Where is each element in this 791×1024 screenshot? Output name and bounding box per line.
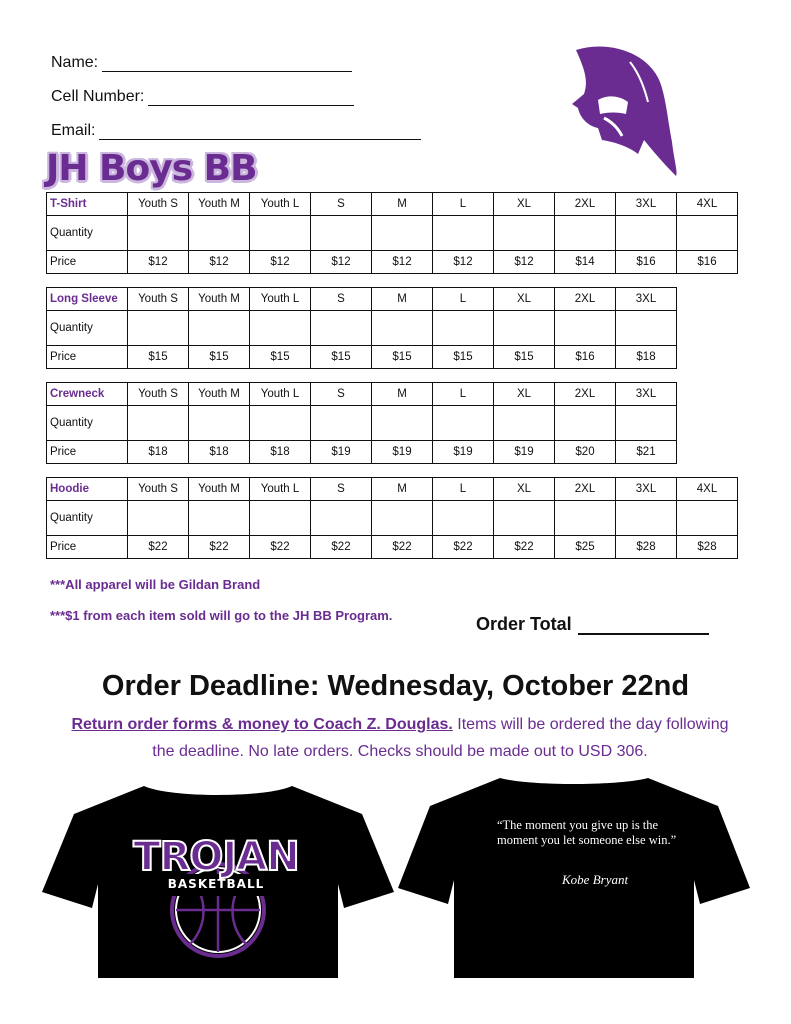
- price-cell: $15: [494, 346, 555, 369]
- price-cell: $22: [372, 536, 433, 559]
- product-name: Crewneck: [47, 383, 128, 406]
- price-cell: $14: [555, 251, 616, 274]
- price-cell: $22: [433, 536, 494, 559]
- price-cell: $28: [616, 536, 677, 559]
- quantity-cell[interactable]: [311, 311, 372, 346]
- shirt-back-signature: Kobe Bryant: [562, 872, 629, 887]
- size-header: 4XL: [677, 478, 738, 501]
- size-header: XL: [494, 383, 555, 406]
- price-cell: $21: [616, 441, 677, 464]
- name-field[interactable]: [51, 54, 352, 72]
- size-header: XL: [494, 288, 555, 311]
- quantity-cell[interactable]: [555, 406, 616, 441]
- quantity-cell[interactable]: [311, 216, 372, 251]
- quantity-cell[interactable]: [189, 216, 250, 251]
- quantity-label: Quantity: [47, 501, 128, 536]
- quantity-cell[interactable]: [128, 216, 189, 251]
- email-field[interactable]: [51, 122, 421, 140]
- page-title: JH Boys BB: [46, 148, 257, 189]
- size-header: 2XL: [555, 288, 616, 311]
- order-deadline: Order Deadline: Wednesday, October 22nd: [101, 670, 690, 702]
- shirt-front-trojan: TROJAN: [133, 834, 299, 880]
- size-header: 3XL: [616, 478, 677, 501]
- size-header: 3XL: [616, 288, 677, 311]
- price-cell: $18: [250, 441, 311, 464]
- quantity-cell[interactable]: [555, 216, 616, 251]
- price-cell: $15: [311, 346, 372, 369]
- size-header: 2XL: [555, 193, 616, 216]
- price-cell: $18: [189, 441, 250, 464]
- price-cell: $25: [555, 536, 616, 559]
- price-cell: $22: [250, 536, 311, 559]
- price-cell: $22: [128, 536, 189, 559]
- price-cell: $15: [128, 346, 189, 369]
- quantity-cell[interactable]: [677, 501, 738, 536]
- size-header: Youth L: [250, 478, 311, 501]
- price-cell: $12: [311, 251, 372, 274]
- size-header: Youth S: [128, 288, 189, 311]
- quantity-cell[interactable]: [311, 501, 372, 536]
- price-cell: $12: [250, 251, 311, 274]
- price-cell: $15: [372, 346, 433, 369]
- price-cell: $12: [189, 251, 250, 274]
- size-header: M: [372, 478, 433, 501]
- size-header: 3XL: [616, 193, 677, 216]
- email-label: Email:: [51, 122, 96, 139]
- quantity-cell[interactable]: [616, 311, 677, 346]
- size-header: L: [433, 478, 494, 501]
- size-header: L: [433, 288, 494, 311]
- price-label: Price: [47, 251, 128, 274]
- price-cell: $19: [433, 441, 494, 464]
- size-header: Youth L: [250, 288, 311, 311]
- price-cell: $15: [189, 346, 250, 369]
- size-header: XL: [494, 193, 555, 216]
- quantity-label: Quantity: [47, 216, 128, 251]
- size-header: Youth M: [189, 478, 250, 501]
- size-header: Youth S: [128, 478, 189, 501]
- quantity-cell[interactable]: [250, 406, 311, 441]
- size-header: Youth S: [128, 193, 189, 216]
- price-cell: $16: [555, 346, 616, 369]
- price-cell: $12: [433, 251, 494, 274]
- size-header: 4XL: [677, 193, 738, 216]
- quantity-cell[interactable]: [677, 216, 738, 251]
- price-cell: $19: [311, 441, 372, 464]
- price-label: Price: [47, 536, 128, 559]
- price-cell: $22: [311, 536, 372, 559]
- size-header: Youth M: [189, 288, 250, 311]
- quantity-cell[interactable]: [616, 216, 677, 251]
- price-cell: $22: [494, 536, 555, 559]
- quantity-cell[interactable]: [433, 216, 494, 251]
- order-table-3: [46, 477, 738, 559]
- product-name: T-Shirt: [47, 193, 128, 216]
- quantity-cell[interactable]: [433, 311, 494, 346]
- size-header: XL: [494, 478, 555, 501]
- price-cell: $20: [555, 441, 616, 464]
- quantity-cell[interactable]: [372, 311, 433, 346]
- order-table-1: [46, 287, 677, 369]
- note-program: ***$1 from each item sold will go to the JH BB Program.: [50, 608, 393, 623]
- size-header: S: [311, 288, 372, 311]
- order-total-label: Order Total: [476, 614, 572, 634]
- product-name: Hoodie: [47, 478, 128, 501]
- product-name: Long Sleeve: [47, 288, 128, 311]
- quantity-cell[interactable]: [494, 406, 555, 441]
- price-cell: $18: [616, 346, 677, 369]
- return-instructions: Return order forms & money to Coach Z. Douglas.: [71, 716, 453, 733]
- quantity-cell[interactable]: [372, 501, 433, 536]
- quantity-cell[interactable]: [250, 216, 311, 251]
- price-cell: $28: [677, 536, 738, 559]
- size-header: S: [311, 383, 372, 406]
- order-total-field[interactable]: [476, 614, 709, 635]
- quantity-cell[interactable]: [189, 311, 250, 346]
- quantity-cell[interactable]: [189, 501, 250, 536]
- cell-number-label: Cell Number:: [51, 88, 145, 105]
- quantity-cell[interactable]: [494, 311, 555, 346]
- quantity-cell[interactable]: [372, 406, 433, 441]
- size-header: L: [433, 193, 494, 216]
- quantity-cell[interactable]: [555, 311, 616, 346]
- quantity-cell[interactable]: [494, 501, 555, 536]
- shirt-front-basketball: BASKETBALL: [167, 877, 265, 891]
- price-cell: $12: [372, 251, 433, 274]
- price-cell: $18: [128, 441, 189, 464]
- quantity-cell[interactable]: [250, 311, 311, 346]
- price-cell: $16: [677, 251, 738, 274]
- price-cell: $12: [494, 251, 555, 274]
- quantity-cell[interactable]: [250, 501, 311, 536]
- price-cell: $15: [433, 346, 494, 369]
- cell-number-field[interactable]: [51, 88, 354, 106]
- shirt-back-quote: “The moment you give up is the moment you let someone else win.”: [497, 818, 677, 847]
- instructions: [60, 711, 740, 765]
- price-label: Price: [47, 346, 128, 369]
- size-header: L: [433, 383, 494, 406]
- quantity-cell[interactable]: [616, 501, 677, 536]
- name-label: Name:: [51, 54, 99, 71]
- size-header: Youth L: [250, 383, 311, 406]
- quantity-cell[interactable]: [616, 406, 677, 441]
- size-header: S: [311, 478, 372, 501]
- size-header: Youth M: [189, 383, 250, 406]
- price-cell: $19: [372, 441, 433, 464]
- trojan-helmet-icon: [568, 42, 678, 178]
- size-header: M: [372, 383, 433, 406]
- size-header: S: [311, 193, 372, 216]
- quantity-cell[interactable]: [128, 501, 189, 536]
- price-cell: $22: [189, 536, 250, 559]
- size-header: M: [372, 193, 433, 216]
- instructions-text: Items will be ordered the day following the deadline. No late orders. Checks should be made out to USD 306.: [152, 716, 729, 760]
- size-header: 3XL: [616, 383, 677, 406]
- order-table-0: [46, 192, 738, 274]
- size-header: M: [372, 288, 433, 311]
- note-gildan: ***All apparel will be Gildan Brand: [50, 577, 261, 592]
- price-cell: $16: [616, 251, 677, 274]
- quantity-cell[interactable]: [128, 311, 189, 346]
- quantity-cell[interactable]: [433, 501, 494, 536]
- size-header: Youth L: [250, 193, 311, 216]
- size-header: 2XL: [555, 478, 616, 501]
- quantity-cell[interactable]: [189, 406, 250, 441]
- quantity-cell[interactable]: [433, 406, 494, 441]
- quantity-cell[interactable]: [372, 216, 433, 251]
- size-header: 2XL: [555, 383, 616, 406]
- price-label: Price: [47, 441, 128, 464]
- quantity-cell[interactable]: [494, 216, 555, 251]
- price-cell: $19: [494, 441, 555, 464]
- quantity-cell[interactable]: [555, 501, 616, 536]
- quantity-cell[interactable]: [311, 406, 372, 441]
- price-cell: $12: [128, 251, 189, 274]
- size-header: Youth S: [128, 383, 189, 406]
- quantity-label: Quantity: [47, 311, 128, 346]
- quantity-cell[interactable]: [128, 406, 189, 441]
- price-cell: $15: [250, 346, 311, 369]
- quantity-label: Quantity: [47, 406, 128, 441]
- size-header: Youth M: [189, 193, 250, 216]
- order-table-2: [46, 382, 677, 464]
